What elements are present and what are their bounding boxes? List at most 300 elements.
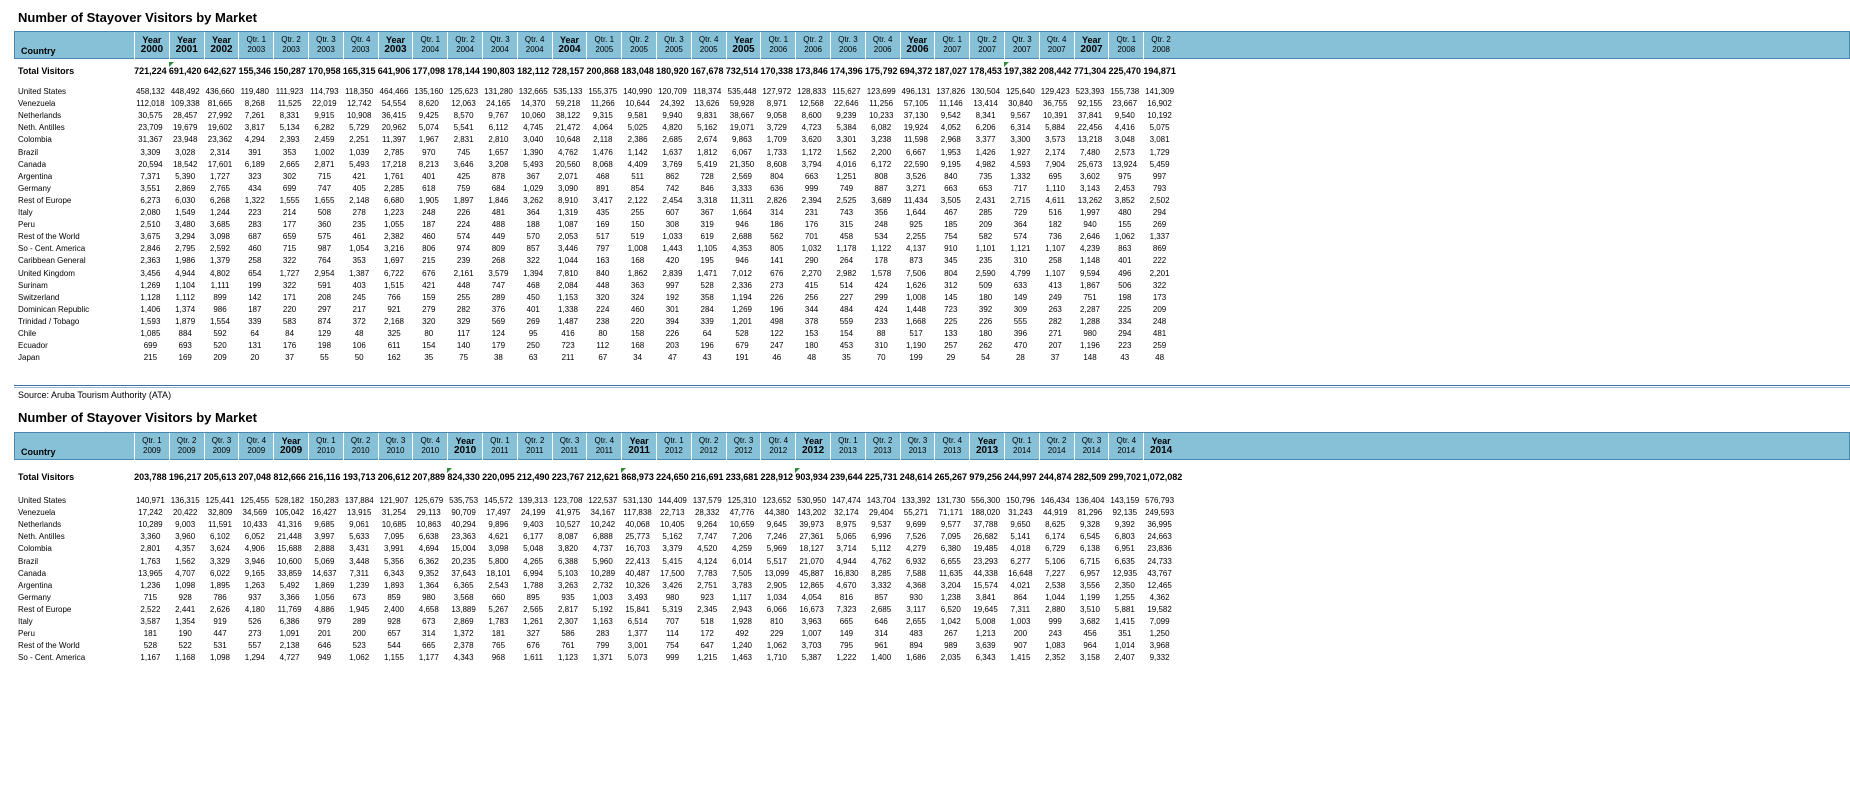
column-year-label: 2007 [978, 45, 996, 54]
table-cell: 559 [839, 316, 854, 326]
table-cell: 1,869 [314, 580, 335, 590]
table-cell: 2,382 [383, 232, 404, 242]
table-cell: 891 [596, 183, 610, 193]
table-cell: 2,122 [627, 195, 648, 205]
table-cell: 224 [456, 220, 471, 230]
table-cell: 23,293 [973, 556, 998, 566]
table-cell: 129,423 [1040, 87, 1070, 96]
table-cell: 155,738 [1110, 87, 1140, 96]
table-cell: 269 [526, 316, 540, 326]
table-cell: 301 [665, 304, 680, 314]
table-cell: 2,538 [1045, 580, 1066, 590]
table-cell: 1,637 [662, 147, 683, 157]
table-cell: 1,867 [1079, 280, 1100, 290]
table-cell: 2,522 [140, 604, 161, 614]
table-cell: 4,944 [175, 268, 196, 278]
table-row [0, 496, 1850, 508]
table-cell: 528,182 [275, 496, 305, 505]
table-cell: 5,419 [697, 159, 718, 169]
table-row [0, 544, 1850, 556]
table-cell: 974 [456, 244, 471, 254]
row-label: Switzerland [18, 292, 60, 302]
table-cell: 736 [1048, 232, 1062, 242]
column-year-label: 2008 [1152, 45, 1170, 54]
table-cell: 660 [491, 592, 506, 602]
table-cell: 6,067 [731, 147, 752, 157]
table-cell: 31,243 [1008, 508, 1033, 518]
table-cell: 809 [491, 244, 506, 254]
table-cell: 294 [1152, 208, 1167, 217]
table-cell: 27,361 [799, 532, 824, 542]
table-cell: 309 [1013, 304, 1028, 314]
table-cell: 7,506 [905, 268, 926, 278]
table-cell: 1,443 [662, 244, 683, 254]
table-cell: 1,686 [905, 653, 926, 663]
table-cell: 786 [213, 592, 227, 602]
table-cell: 556,300 [971, 496, 1001, 505]
table-cell: 6,268 [209, 195, 230, 205]
table-cell: 1,194 [731, 292, 752, 302]
table-cell: 1,846 [488, 195, 509, 205]
table-cell: 344 [804, 304, 819, 314]
table-cell: 1,515 [383, 280, 404, 290]
column-year-label: 2004 [558, 44, 581, 55]
column-header [726, 433, 761, 461]
table-cell: 535,448 [727, 87, 757, 96]
column-year-label: 2004 [525, 45, 544, 54]
table-cell: 1,709 [766, 135, 787, 145]
table-cell: 80 [424, 329, 434, 338]
section-title: Number of Stayover Visitors by Market [18, 10, 257, 25]
table-cell: 123,708 [553, 496, 583, 505]
table-cell: 642,627 [203, 66, 237, 76]
table-cell: 840 [944, 171, 958, 181]
table-cell: 424 [874, 304, 888, 314]
table-cell: 3,098 [209, 232, 230, 242]
table-cell: 930 [909, 592, 923, 602]
table-cell: 415 [804, 280, 819, 290]
table-cell: 135,160 [414, 87, 444, 96]
table-cell: 735 [978, 171, 993, 181]
table-cell: 18,127 [799, 544, 824, 554]
table-cell: 9,685 [314, 520, 335, 530]
table-cell: 607 [665, 208, 680, 217]
table-cell: 401 [1118, 256, 1132, 266]
table-cell: 6,030 [175, 195, 196, 205]
column-period-label: Qtr. 4 [872, 35, 893, 44]
total-visitors-row [0, 472, 1850, 488]
table-cell: 586 [561, 629, 575, 639]
column-header [900, 32, 935, 60]
table-cell: 528 [735, 329, 749, 338]
table-cell: 192 [665, 292, 680, 302]
table-cell: 320 [422, 316, 436, 326]
table-cell: 22,646 [834, 99, 859, 109]
table-cell: 2,543 [488, 580, 509, 590]
table-cell: 717 [1013, 183, 1028, 193]
table-cell: 2,525 [836, 195, 857, 205]
cell-comment-marker [447, 468, 452, 473]
table-cell: 23,363 [451, 532, 476, 542]
table-cell: 16,648 [1008, 568, 1033, 578]
table-cell: 224,650 [656, 472, 689, 482]
table-cell: 421 [352, 171, 366, 181]
table-cell: 3,703 [801, 641, 822, 651]
table-cell: 535,753 [449, 496, 479, 505]
table-cell: 2,839 [662, 268, 683, 278]
table-cell: 25,673 [1077, 159, 1103, 169]
table-cell: 946 [735, 256, 749, 266]
table-cell: 28,332 [694, 508, 720, 518]
table-cell: 940 [1083, 220, 1097, 230]
table-cell: 3,675 [140, 232, 161, 242]
table-row [0, 281, 1850, 293]
column-period-label: Qtr. 1 [838, 436, 858, 445]
table-cell: 4,886 [314, 604, 335, 614]
column-period-label: Qtr. 2 [455, 35, 475, 44]
table-cell: 6,380 [940, 544, 961, 554]
table-cell: 212,490 [516, 472, 550, 482]
column-header [517, 32, 552, 60]
table-cell: 38,667 [729, 111, 755, 121]
table-cell: 10,863 [416, 520, 442, 530]
row-label: Rest of Europe [18, 195, 72, 205]
table-cell: 7,095 [940, 532, 961, 542]
table-cell: 114 [666, 629, 679, 639]
table-cell: 249 [1048, 292, 1062, 302]
table-cell: 693 [178, 341, 192, 351]
row-label: Venezuela [18, 508, 56, 518]
table-cell: 6,206 [975, 123, 996, 133]
row-label: Germany [18, 183, 51, 193]
table-cell: 1,371 [592, 653, 613, 663]
row-label: So - Cent. America [18, 244, 86, 254]
column-header [169, 32, 204, 60]
table-cell: 3,271 [905, 183, 926, 193]
table-cell: 8,910 [557, 195, 578, 205]
table-cell: 131,280 [483, 87, 513, 96]
table-cell: 804 [944, 268, 958, 278]
table-cell: 299 [874, 292, 888, 302]
table-cell: 168 [630, 341, 645, 351]
table-cell: 33,859 [277, 568, 302, 578]
table-cell: 646 [874, 617, 888, 626]
table-cell: 511 [631, 171, 644, 181]
column-header [308, 433, 343, 461]
table-cell: 488 [491, 220, 506, 230]
table-cell: 3,377 [975, 135, 996, 145]
table-cell: 220 [630, 316, 645, 326]
column-header [900, 433, 935, 461]
table-cell: 19,071 [729, 123, 755, 133]
table-cell: 1,364 [418, 580, 439, 590]
table-cell: 3,852 [1114, 195, 1135, 205]
table-cell: 2,080 [140, 208, 161, 217]
table-cell: 699 [143, 341, 158, 351]
column-year-label: 2009 [247, 446, 266, 455]
table-cell: 142 [248, 292, 262, 302]
table-cell: 3,841 [975, 592, 996, 602]
table-cell: 868,973 [621, 472, 654, 482]
table-cell: 1,091 [279, 629, 300, 639]
table-cell: 4,745 [523, 123, 544, 133]
table-cell: 88 [876, 329, 886, 338]
table-cell: 9,239 [836, 111, 857, 121]
cell-comment-marker [795, 468, 800, 473]
table-cell: 5,541 [453, 123, 474, 133]
table-cell: 863 [1118, 244, 1132, 254]
table-cell: 1,213 [975, 629, 996, 639]
table-cell: 4,294 [244, 135, 265, 145]
column-year-label: 2011 [560, 446, 579, 455]
table-cell: 205,613 [203, 472, 237, 482]
table-cell: 2,378 [453, 641, 474, 651]
table-cell: 327 [526, 629, 540, 639]
table-cell: 2,084 [557, 280, 578, 290]
table-cell: 9,542 [940, 111, 961, 121]
table-cell: 198 [1118, 292, 1132, 302]
column-year-label: 2013 [943, 446, 962, 455]
table-cell: 1,269 [140, 280, 161, 290]
table-cell: 1,372 [453, 629, 474, 639]
table-cell: 4,820 [662, 123, 683, 133]
table-cell: 320 [596, 292, 610, 302]
table-cell: 5,008 [975, 617, 996, 626]
table-cell: 23,836 [1147, 544, 1172, 554]
column-period-label: Qtr. 2 [698, 436, 719, 445]
table-cell: 2,510 [140, 220, 161, 230]
column-period-label: Year [1151, 436, 1171, 446]
table-cell: 257 [944, 341, 958, 351]
table-cell: 118,350 [345, 87, 374, 96]
table-cell: 23,667 [1112, 99, 1138, 109]
column-period-label: Year [733, 35, 753, 45]
table-cell: 3,729 [766, 123, 787, 133]
table-cell: 1,319 [557, 208, 578, 217]
table-cell: 203,788 [134, 472, 167, 482]
table-cell: 2,459 [314, 135, 335, 145]
table-cell: 21,070 [799, 556, 824, 566]
table-cell: 35 [424, 353, 434, 363]
table-cell: 2,880 [1045, 604, 1066, 614]
table-cell: 11,146 [938, 99, 963, 109]
column-year-label: 2006 [873, 45, 892, 54]
table-cell: 10,644 [625, 99, 650, 109]
table-cell: 131 [248, 341, 262, 351]
column-header [1143, 433, 1178, 461]
table-cell: 41,316 [277, 520, 302, 530]
table-cell: 163 [596, 256, 610, 266]
table-cell: 5,106 [1045, 556, 1066, 566]
table-cell: 747 [317, 183, 332, 193]
table-cell: 979 [317, 617, 332, 626]
row-label: Trinidad / Tobago [18, 316, 80, 326]
table-cell: 6,172 [871, 159, 892, 169]
table-cell: 4,239 [1079, 244, 1100, 254]
table-cell: 6,994 [523, 568, 544, 578]
table-cell: 9,915 [314, 111, 335, 121]
table-cell: 732,514 [725, 66, 759, 76]
column-header [169, 433, 204, 461]
table-cell: 21,448 [277, 532, 302, 542]
table-cell: 4,180 [244, 604, 265, 614]
table-cell: 665 [839, 617, 854, 626]
table-cell: 24,199 [520, 508, 546, 518]
table-cell: 676 [422, 268, 436, 278]
table-cell: 4,944 [836, 556, 857, 566]
table-cell: 21,472 [555, 123, 581, 133]
column-period-label: Qtr. 4 [942, 436, 963, 445]
table-cell: 196,217 [168, 472, 202, 482]
row-label: Total Visitors [18, 472, 75, 482]
table-cell: 1,927 [1010, 147, 1031, 157]
table-cell: 687 [248, 232, 262, 242]
column-year-label: 2013 [839, 446, 857, 455]
table-cell: 937 [248, 592, 262, 602]
table-cell: 795 [839, 641, 854, 651]
table-cell: 16,703 [625, 544, 650, 554]
table-cell: 4,707 [175, 568, 196, 578]
column-header [204, 433, 239, 461]
table-cell: 5,384 [836, 123, 857, 133]
table-cell: 5,884 [1045, 123, 1066, 133]
table-row [0, 208, 1850, 220]
table-cell: 165,315 [342, 66, 376, 76]
table-cell: 63 [528, 353, 538, 363]
table-cell: 989 [944, 641, 958, 651]
table-cell: 999 [1048, 617, 1062, 626]
table-cell: 47 [667, 353, 677, 363]
table-cell: 9,195 [940, 159, 961, 169]
table-cell: 7,810 [557, 268, 578, 278]
table-cell: 679 [735, 341, 749, 351]
table-cell: 289 [491, 292, 506, 302]
table-cell: 9,940 [662, 111, 683, 121]
table-cell: 3,991 [383, 544, 404, 554]
table-cell: 206,612 [377, 472, 411, 482]
column-header [343, 433, 378, 461]
table-cell: 256 [804, 292, 819, 302]
table-cell: 6,066 [766, 604, 787, 614]
column-year-label: 2003 [282, 45, 300, 54]
table-cell: 57,105 [903, 99, 929, 109]
table-cell: 196 [770, 304, 784, 314]
table-cell: 141,309 [1145, 87, 1175, 96]
table-cell: 6,102 [209, 532, 230, 542]
table-cell: 322 [282, 256, 297, 266]
table-row [0, 341, 1850, 353]
row-label: Peru [18, 629, 35, 639]
table-cell: 728 [700, 171, 714, 181]
table-cell: 3,568 [453, 592, 474, 602]
column-period-label: Qtr. 1 [420, 35, 441, 44]
table-cell: 24,663 [1147, 532, 1172, 542]
table-cell: 178,453 [969, 66, 1002, 76]
table-cell: 6,996 [871, 532, 892, 542]
table-cell: 11,397 [382, 135, 406, 145]
table-cell: 198 [317, 341, 332, 351]
table-cell: 1,167 [140, 653, 161, 663]
column-period-label: Year [211, 35, 231, 45]
table-cell: 910 [944, 244, 958, 254]
table-cell: 3,204 [940, 580, 961, 590]
table-cell: 1,406 [140, 304, 161, 314]
table-cell: 1,953 [940, 147, 961, 157]
table-cell: 468 [526, 280, 540, 290]
table-cell: 39,973 [799, 520, 824, 530]
table-cell: 1,148 [1079, 256, 1100, 266]
table-cell: 80 [598, 329, 608, 338]
table-cell: 137,826 [936, 87, 966, 96]
table-cell: 22,590 [903, 159, 929, 169]
table-cell: 4,343 [453, 653, 474, 663]
column-header [865, 32, 900, 60]
table-cell: 3,946 [244, 556, 265, 566]
table-cell: 259 [1152, 341, 1167, 351]
table-cell: 458,132 [135, 87, 165, 96]
table-cell: 9,392 [1114, 520, 1135, 530]
table-cell: 181 [143, 629, 158, 639]
table-cell: 185 [944, 220, 958, 230]
table-cell: 150,287 [273, 66, 306, 76]
table-cell: 4,021 [1010, 580, 1031, 590]
table-cell: 239 [456, 256, 471, 266]
table-row [0, 569, 1850, 581]
table-cell: 4,520 [697, 544, 718, 554]
table-cell: 215 [143, 353, 158, 363]
table-cell: 759 [456, 183, 471, 193]
table-cell: 10,433 [242, 520, 268, 530]
table-cell: 180 [978, 329, 993, 338]
table-row [0, 317, 1850, 329]
column-header [1074, 32, 1109, 60]
table-cell: 40,294 [451, 520, 476, 530]
cell-comment-marker [621, 468, 626, 473]
table-cell: 30,840 [1008, 99, 1033, 109]
table-cell: 200 [1013, 629, 1028, 639]
column-header [969, 32, 1004, 60]
table-cell: 17,218 [381, 159, 407, 169]
table-cell: 112 [596, 341, 610, 351]
table-cell: 997 [1152, 171, 1167, 181]
table-cell: 16,830 [834, 568, 859, 578]
table-cell: 11,769 [277, 604, 302, 614]
table-cell: 90,709 [451, 508, 476, 518]
table-cell: 54,554 [381, 99, 407, 109]
column-year-label: 2003 [247, 45, 266, 54]
table-cell: 961 [874, 641, 888, 651]
table-cell: 187 [422, 220, 436, 230]
table-row [0, 581, 1850, 593]
table-cell: 40,487 [625, 568, 650, 578]
column-header [691, 433, 726, 461]
table-cell: 2,795 [175, 244, 196, 254]
table-cell: 715 [317, 171, 332, 181]
table-cell: 1,549 [175, 208, 196, 217]
table-cell: 2,810 [488, 135, 509, 145]
table-cell: 676 [770, 268, 784, 278]
table-cell: 20,235 [451, 556, 476, 566]
column-year-label: 2000 [140, 44, 164, 55]
table-cell: 284 [700, 304, 714, 314]
table-cell: 1,238 [940, 592, 961, 602]
table-cell: 10,908 [346, 111, 372, 121]
table-cell: 182 [1048, 220, 1062, 230]
table-cell: 816 [839, 592, 854, 602]
table-cell: 34 [633, 353, 643, 363]
table-cell: 3,360 [140, 532, 161, 542]
table-cell: 3,556 [1079, 580, 1100, 590]
